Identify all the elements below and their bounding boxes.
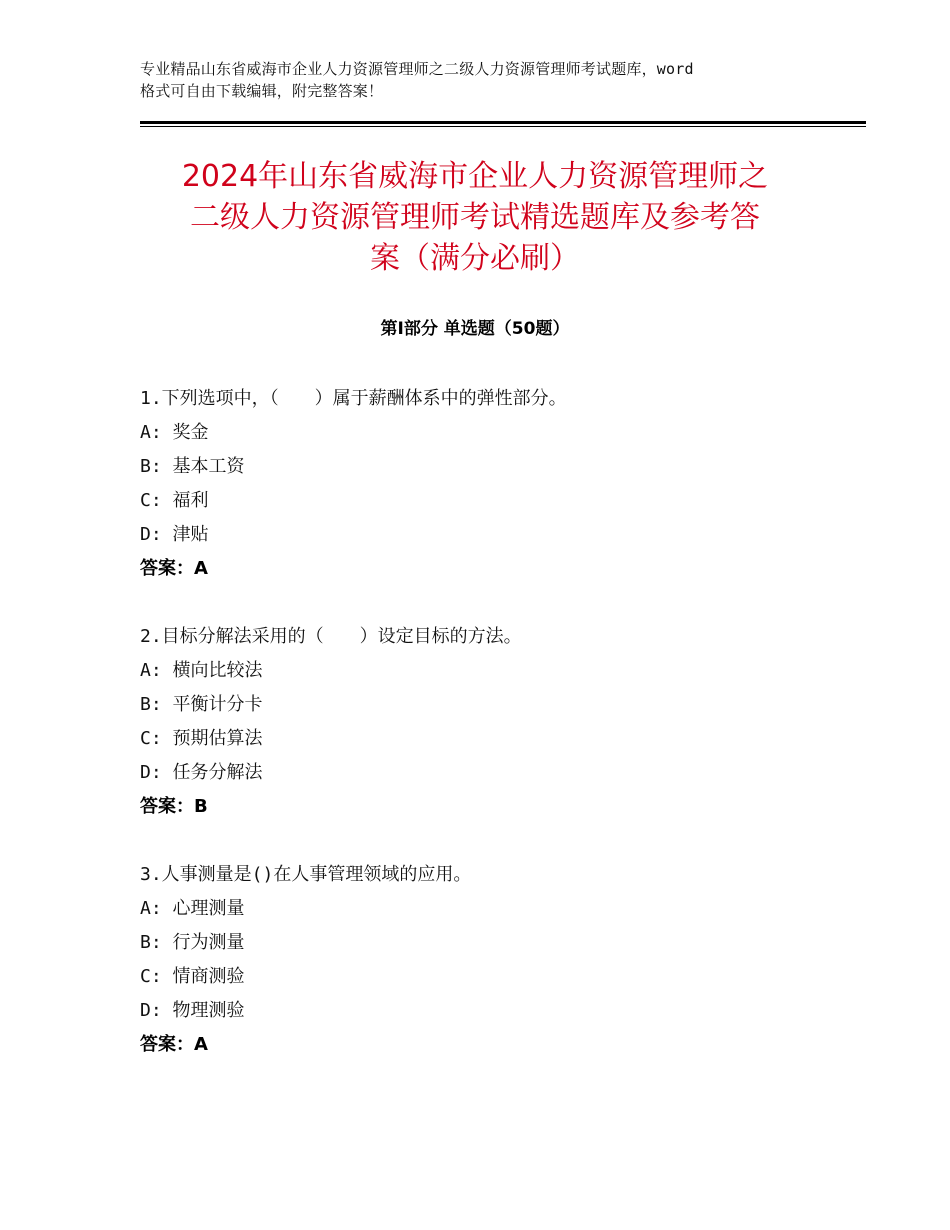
question-2: [140, 620, 840, 824]
question-1: [140, 382, 840, 586]
header-rule-thick: [140, 121, 866, 124]
question-list: [140, 382, 840, 1096]
question-stem: 3.人事测量是()在人事管理领域的应用。: [140, 864, 472, 885]
header-note-line-2: 格式可自由下载编辑，附完整答案！: [140, 82, 384, 100]
question-3: [140, 858, 840, 1062]
answer: 答案：A: [140, 1034, 208, 1055]
header-note-line-1: 专业精品山东省威海市企业人力资源管理师之二级人力资源管理师考试题库，word: [140, 60, 694, 78]
option-c: C: 预期估算法: [140, 728, 263, 749]
option-a: A: 心理测量: [140, 898, 245, 919]
section-heading: 第Ⅰ部分 单选题（50题）: [380, 319, 570, 339]
option-a: A: 横向比较法: [140, 660, 263, 681]
option-b: B: 基本工资: [140, 456, 245, 477]
option-d: D: 津贴: [140, 524, 209, 545]
option-c: C: 福利: [140, 490, 209, 511]
document-title-line-2: 二级人力资源管理师考试精选题库及参考答: [190, 200, 760, 235]
option-b: B: 行为测量: [140, 932, 245, 953]
question-stem: 2.目标分解法采用的（ ）设定目标的方法。: [140, 626, 522, 647]
document-title: [110, 156, 840, 279]
header-rule-thin: [140, 126, 866, 127]
header-note: [140, 58, 830, 102]
answer: 答案：A: [140, 558, 208, 579]
document-title-line-3: 案（满分必刷）: [370, 241, 580, 276]
answer: 答案：B: [140, 796, 208, 817]
option-d: D: 物理测验: [140, 1000, 245, 1021]
document-title-line-1: 2024年山东省威海市企业人力资源管理师之: [181, 159, 769, 194]
option-d: D: 任务分解法: [140, 762, 263, 783]
question-stem: 1.下列选项中，（ ）属于薪酬体系中的弹性部分。: [140, 388, 567, 409]
option-a: A: 奖金: [140, 422, 209, 443]
option-b: B: 平衡计分卡: [140, 694, 263, 715]
option-c: C: 情商测验: [140, 966, 245, 987]
